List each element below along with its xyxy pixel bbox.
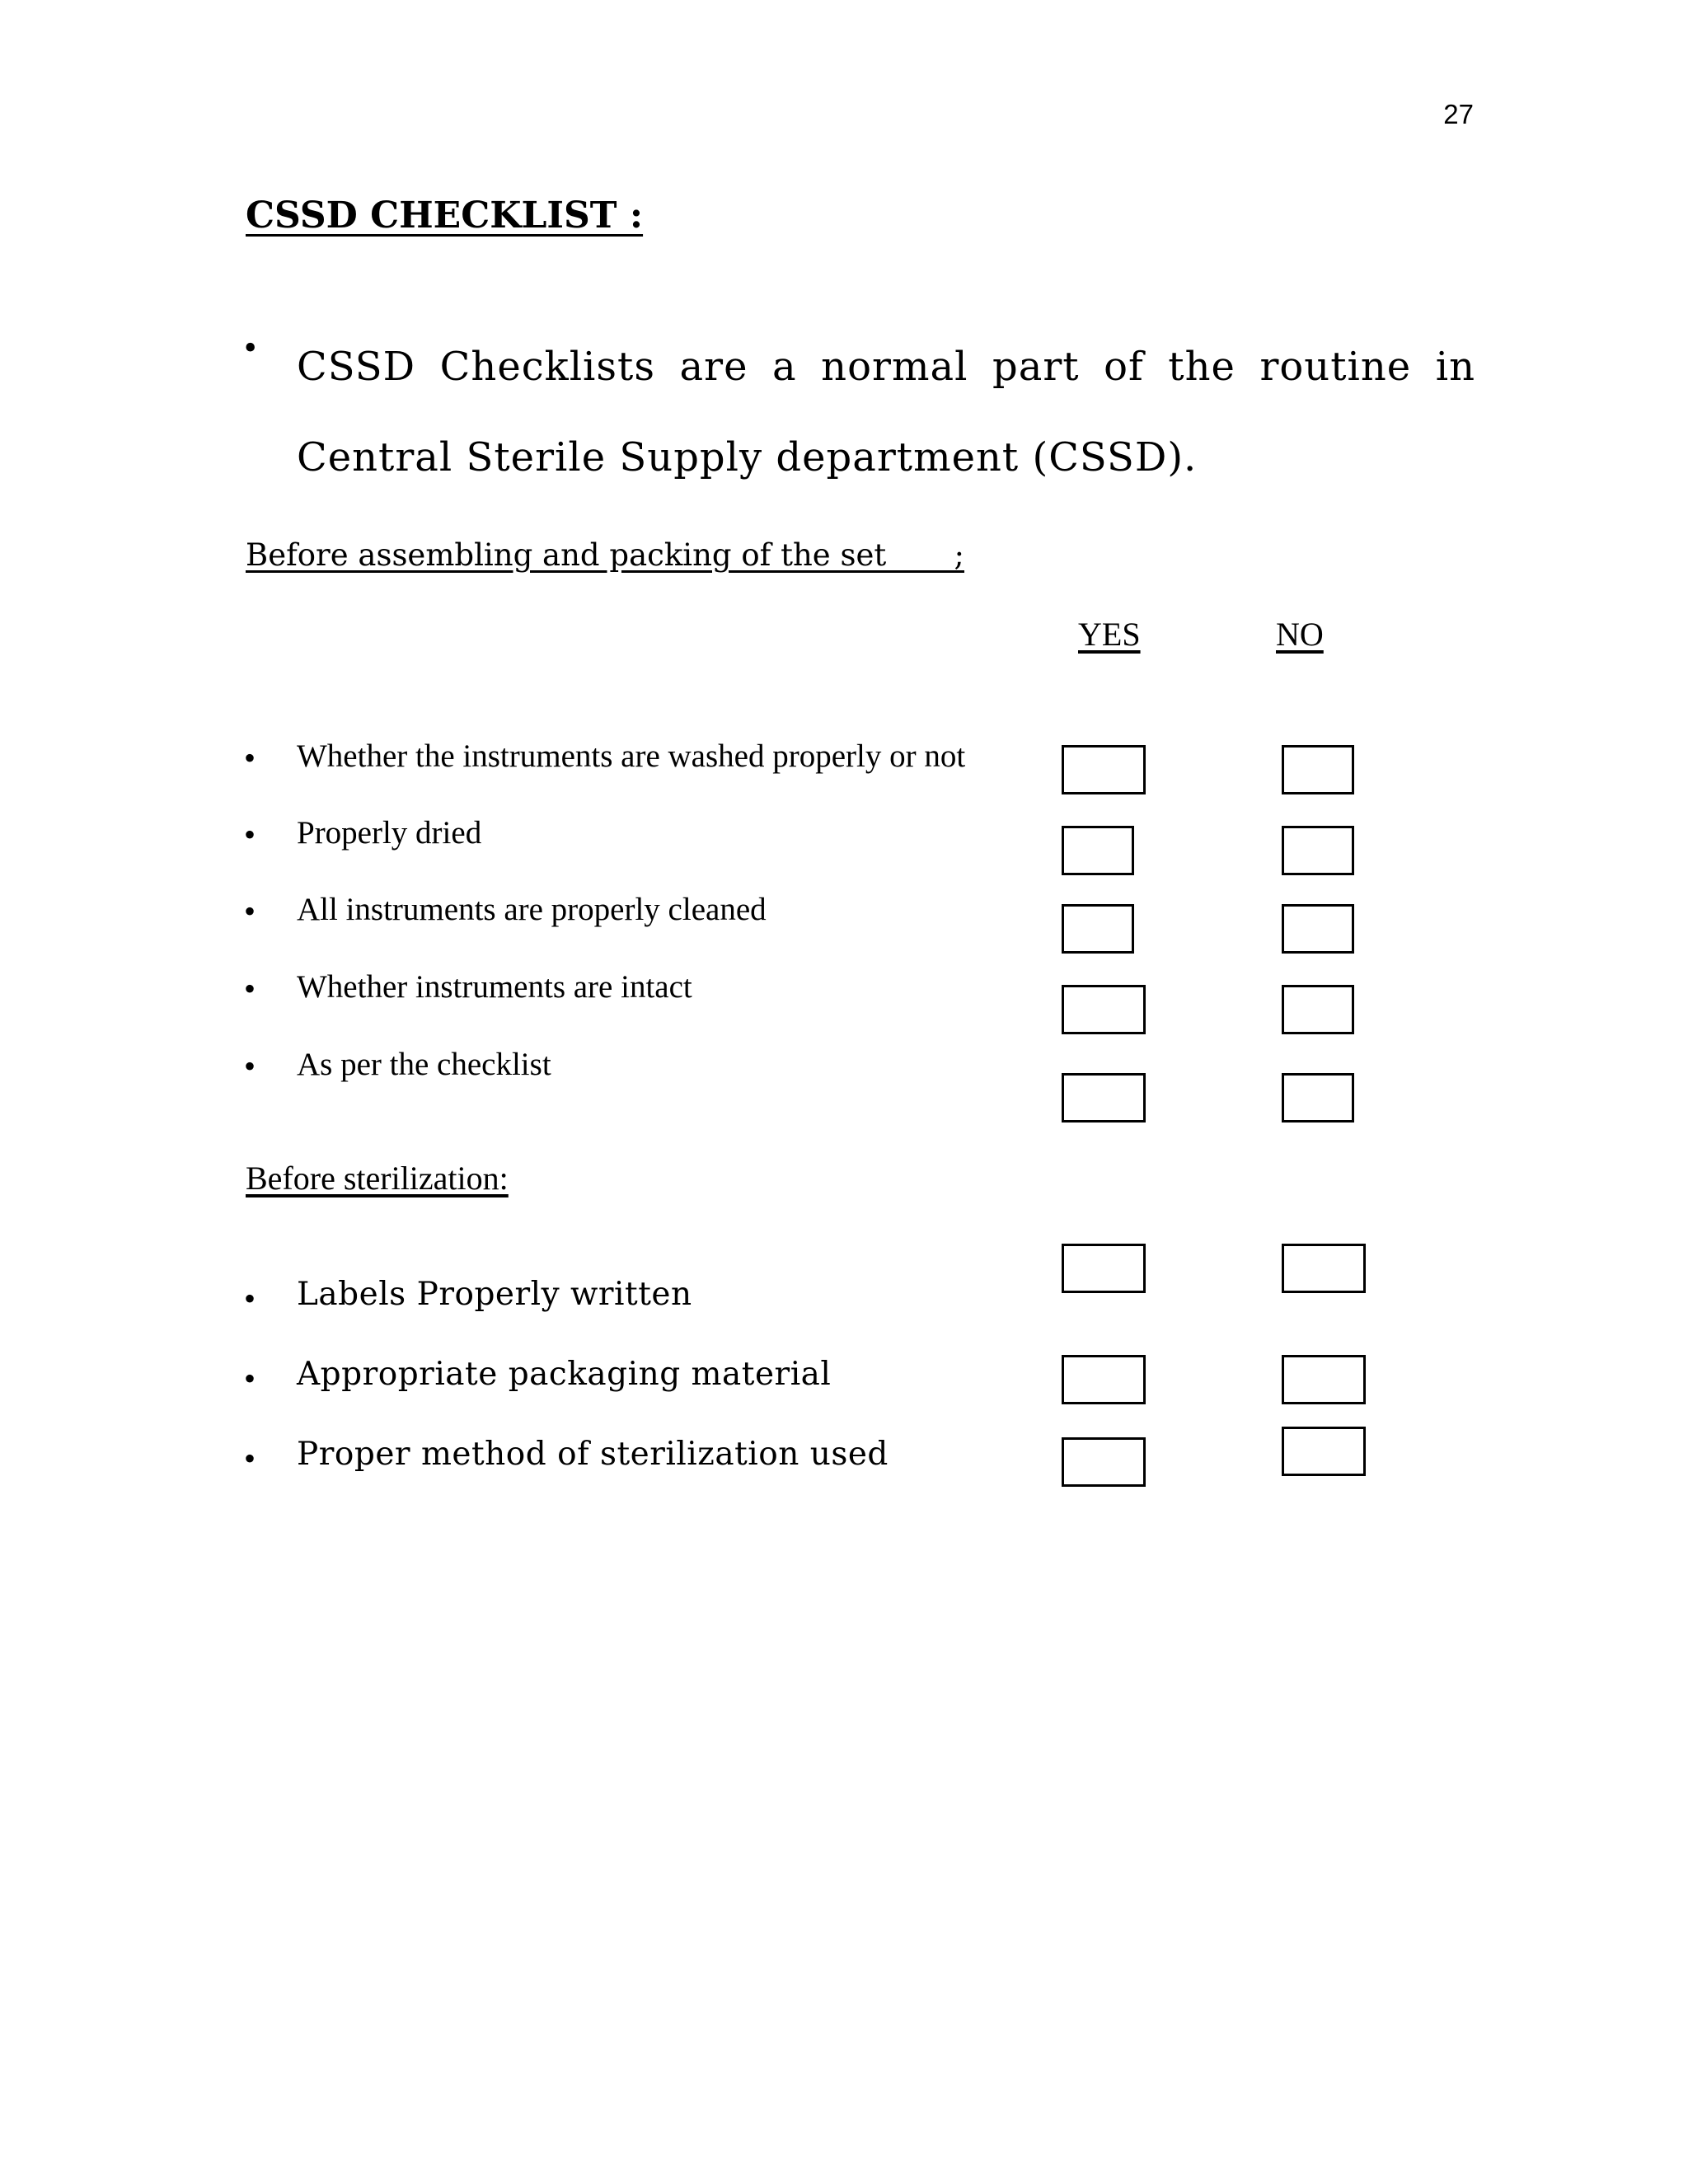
item-bullet: •: [244, 816, 256, 853]
page-title: CSSD CHECKLIST :: [246, 194, 644, 237]
checklist-item-intact: Whether instruments are intact: [297, 969, 692, 1005]
checklist-item-checklist: As per the checklist: [297, 1047, 551, 1082]
yes-checkbox-method[interactable]: [1062, 1437, 1146, 1487]
yes-checkbox-checklist[interactable]: [1062, 1073, 1146, 1122]
no-checkbox-intact[interactable]: [1282, 985, 1354, 1034]
item-bullet: •: [244, 1280, 256, 1317]
yes-checkbox-dried[interactable]: [1062, 826, 1134, 875]
item-bullet: •: [244, 893, 256, 930]
checklist-item-packaging: Appropriate packaging material: [297, 1356, 832, 1393]
checklist-item-labels: Labels Properly written: [297, 1276, 692, 1313]
column-label-no: NO: [1276, 616, 1324, 653]
intro-paragraph: CSSD Checklists are a normal part of the routine in Central Sterile Supply department (CSSD).: [297, 344, 1475, 480]
checklist-item-method: Proper method of sterilization used: [297, 1436, 889, 1473]
item-bullet: •: [244, 1360, 256, 1397]
yes-checkbox-washed[interactable]: [1062, 745, 1146, 794]
item-bullet: •: [244, 1047, 256, 1085]
checklist-item-cleaned: All instruments are properly cleaned: [297, 892, 767, 927]
no-checkbox-washed[interactable]: [1282, 745, 1354, 794]
page-number: 27: [1443, 99, 1474, 129]
yes-checkbox-labels[interactable]: [1062, 1244, 1146, 1293]
no-checkbox-cleaned[interactable]: [1282, 904, 1354, 954]
item-bullet: •: [244, 970, 256, 1007]
yes-checkbox-cleaned[interactable]: [1062, 904, 1134, 954]
intro-bullet: •: [244, 327, 257, 368]
section-heading-assembling: Before assembling and packing of the set ;: [246, 537, 965, 573]
column-label-yes: YES: [1078, 616, 1141, 653]
no-checkbox-packaging[interactable]: [1282, 1355, 1366, 1404]
checklist-item-dried: Properly dried: [297, 815, 482, 851]
no-checkbox-checklist[interactable]: [1282, 1073, 1354, 1122]
item-bullet: •: [244, 1440, 256, 1477]
no-checkbox-labels[interactable]: [1282, 1244, 1366, 1293]
section-heading-sterilization: Before sterilization:: [246, 1160, 509, 1197]
checklist-item-washed: Whether the instruments are washed properly or not: [297, 738, 966, 774]
yes-checkbox-packaging[interactable]: [1062, 1355, 1146, 1404]
no-checkbox-method[interactable]: [1282, 1427, 1366, 1476]
item-bullet: •: [244, 739, 256, 776]
no-checkbox-dried[interactable]: [1282, 826, 1354, 875]
yes-checkbox-intact[interactable]: [1062, 985, 1146, 1034]
